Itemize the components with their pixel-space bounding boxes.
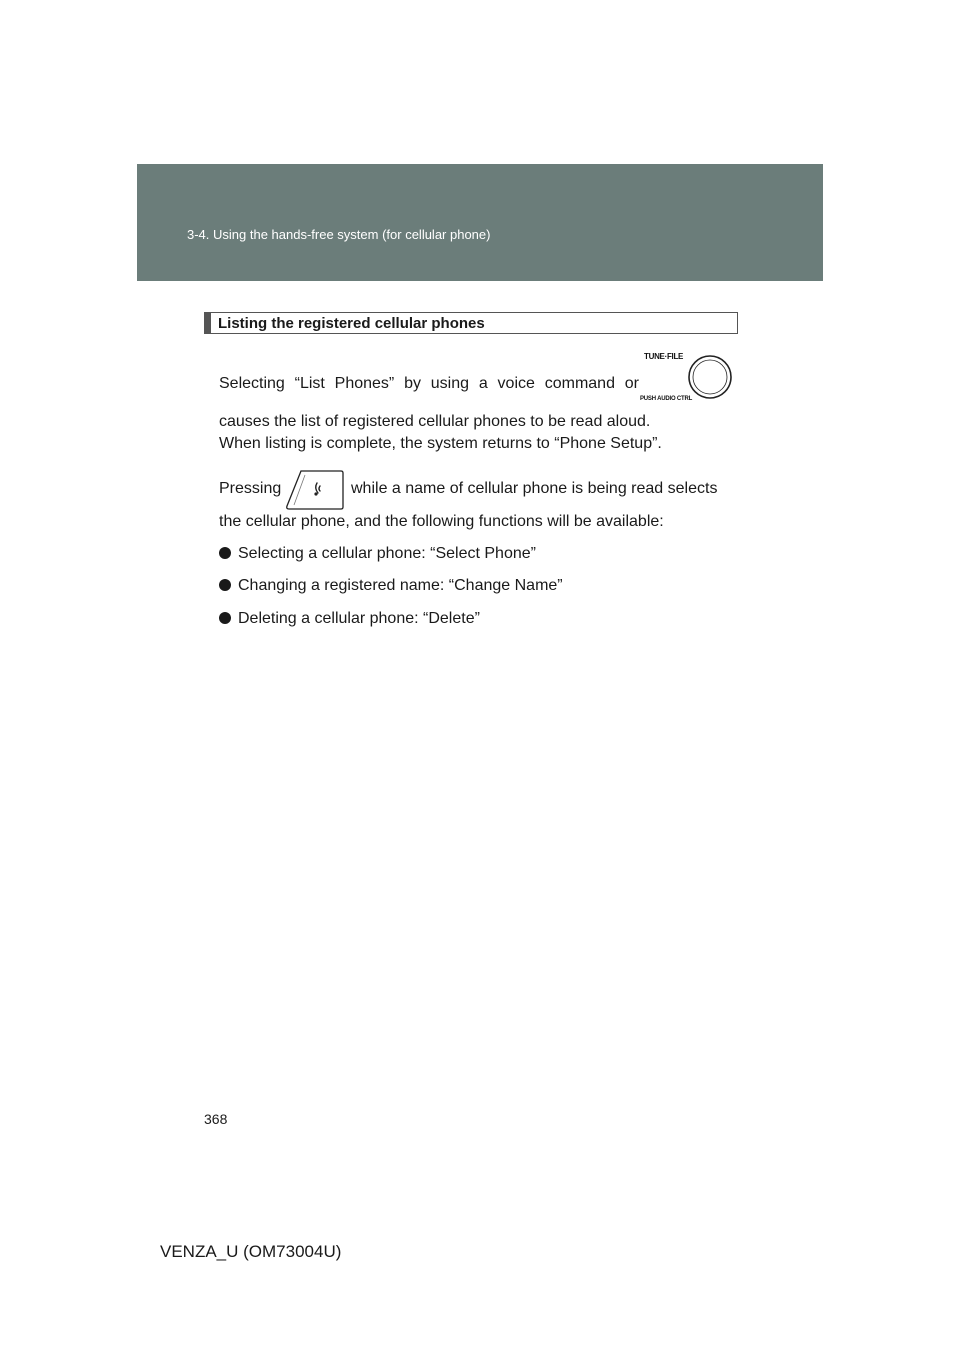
bullet-text: Deleting a cellular phone: “Delete” xyxy=(238,610,480,627)
pressing-word: Pressing xyxy=(219,480,282,497)
section-heading xyxy=(204,312,738,334)
chapter-title: 3-4. Using the hands-free system (for cellular phone) xyxy=(187,227,491,242)
bullet-icon xyxy=(219,579,231,591)
talk-switch-icon xyxy=(283,469,345,511)
list-item xyxy=(219,544,536,564)
bullet-text: Changing a registered name: “Change Name” xyxy=(238,577,563,594)
document-code: VENZA_U (OM73004U) xyxy=(160,1242,342,1261)
chapter-header xyxy=(137,164,823,281)
knob-top-label: TUNE·FILE xyxy=(644,352,684,361)
knob-dial-icon xyxy=(688,355,732,399)
body-line-1: Selecting “List Phones” by using a voice command or xyxy=(219,375,639,392)
body-line-5: the cellular phone, and the following functions will be available: xyxy=(219,513,664,530)
page-number: 368 xyxy=(204,1111,228,1127)
tune-file-knob-icon xyxy=(640,349,740,407)
section-title: Listing the registered cellular phones xyxy=(218,315,485,332)
list-item xyxy=(219,609,480,629)
pressing-rest: while a name of cellular phone is being read selects xyxy=(351,480,718,497)
bullet-icon xyxy=(219,547,231,559)
body-line-3: When listing is complete, the system returns to “Phone Setup”. xyxy=(219,435,662,452)
list-item xyxy=(219,576,563,596)
bullet-text: Selecting a cellular phone: “Select Phone” xyxy=(238,545,536,562)
body-line-2: causes the list of registered cellular phones to be read aloud. xyxy=(219,413,651,430)
knob-bottom-label: PUSH AUDIO CTRL xyxy=(640,396,693,402)
bullet-icon xyxy=(219,612,231,624)
